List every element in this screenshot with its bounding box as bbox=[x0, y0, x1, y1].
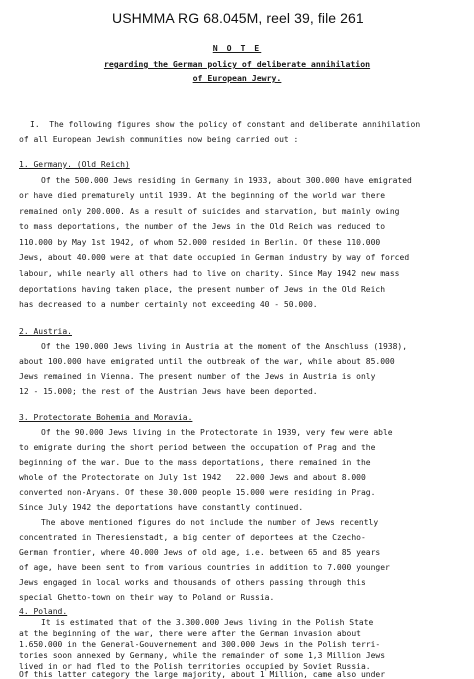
body-line: at the beginning of the war, there were after the German invasion about bbox=[19, 629, 361, 638]
body-line: Of the 190.000 Jews living in Austria at the moment of the Anschluss (1938), bbox=[41, 342, 408, 351]
body-line: special Ghetto-town on their way to Poland or Russia. bbox=[19, 593, 275, 602]
body-line: beginning of the war. Due to the mass deportations, there remained in the bbox=[19, 458, 371, 467]
intro-line: of all European Jewish communities now being carried out : bbox=[19, 135, 299, 144]
body-line: about 100.000 have emigrated until the outbreak of the war, while about 85.000 bbox=[19, 357, 395, 366]
body-line: 1.650.000 in the General-Gouvernement and 300.000 Jews in the Polish terri- bbox=[19, 640, 381, 649]
body-line: Of the 90.000 Jews living in the Protectorate in 1939, very few were able bbox=[41, 428, 393, 437]
body-line: concentrated in Theresienstadt, a big center of deportees at the Czecho- bbox=[19, 533, 366, 542]
body-line: deportations having taken place, the present number of Jews in the Old Reich bbox=[19, 285, 386, 294]
section-heading: 4. Poland. bbox=[19, 607, 68, 616]
body-line: German frontier, where 40.000 Jews of old age, i.e. between 65 and 85 years bbox=[19, 548, 381, 557]
section-heading: 3. Protectorate Bohemia and Moravia. bbox=[19, 413, 193, 422]
document-subtitle-line: regarding the German policy of deliberate annihilation bbox=[103, 59, 371, 69]
body-line: tories soon annexed by Germany, while the remainder of some 1,3 Million Jews bbox=[19, 651, 386, 660]
body-line: Jews, about 40.000 were at that date occupied in German industry by way of forced bbox=[19, 253, 410, 262]
document-title: N O T E bbox=[212, 43, 262, 53]
archive-reference: USHMMA RG 68.045M, reel 39, file 261 bbox=[112, 10, 364, 26]
body-line: remained only 200.000. As a result of suicides and starvation, but mainly owing bbox=[19, 207, 400, 216]
body-line: Jews engaged in local works and thousands of others passing through this bbox=[19, 578, 366, 587]
body-line: Jews remained in Vienna. The present number of the Jews in Austria is only bbox=[19, 372, 376, 381]
body-line: The above mentioned figures do not include the number of Jews recently bbox=[41, 518, 379, 527]
body-line: labour, while nearly all others had to live on charity. Since May 1942 new mass bbox=[19, 269, 400, 278]
section-heading: 2. Austria. bbox=[19, 327, 72, 336]
body-line: converted non-Aryans. Of these 30.000 people 15.000 were residing in Prag. bbox=[19, 488, 376, 497]
body-line: 110.000 by May 1st 1942, of whom 52.000 resided in Berlin. Of these 110.000 bbox=[19, 238, 381, 247]
body-line: Of this latter category the large majority, about 1 Million, came also under bbox=[19, 670, 386, 679]
section-heading: 1. Germany. (Old Reich) bbox=[19, 160, 130, 169]
body-line: to emigrate during the short period between the occupation of Prag and the bbox=[19, 443, 376, 452]
body-line: lived in or had fled to the Polish territories occupied by Soviet Russia. bbox=[19, 662, 371, 671]
body-line: It is estimated that of the 3.300.000 Jews living in the Polish State bbox=[41, 618, 374, 627]
body-line: whole of the Protectorate on July 1st 1942 22.000 Jews and about 8.000 bbox=[19, 473, 366, 482]
body-line: of age, have been sent to from various countries in addition to 7.000 younger bbox=[19, 563, 390, 572]
intro-line: I. The following figures show the policy of constant and deliberate annihilation bbox=[30, 120, 421, 129]
body-line: Of the 500.000 Jews residing in Germany in 1933, about 300.000 have emigrated bbox=[41, 176, 412, 185]
body-line: or have died prematurely until 1939. At the beginning of the world war there bbox=[19, 191, 386, 200]
body-line: to mass deportations, the number of the Jews in the Old Reich was reduced to bbox=[19, 222, 386, 231]
body-line: 12 - 15.000; the rest of the Austrian Jews have been deported. bbox=[19, 387, 318, 396]
document-subtitle-line: of European Jewry. bbox=[192, 73, 282, 83]
body-line: has decreased to a number certainly not exceeding 40 - 50.000. bbox=[19, 300, 318, 309]
body-line: Since July 1942 the deportations have constantly continued. bbox=[19, 503, 304, 512]
